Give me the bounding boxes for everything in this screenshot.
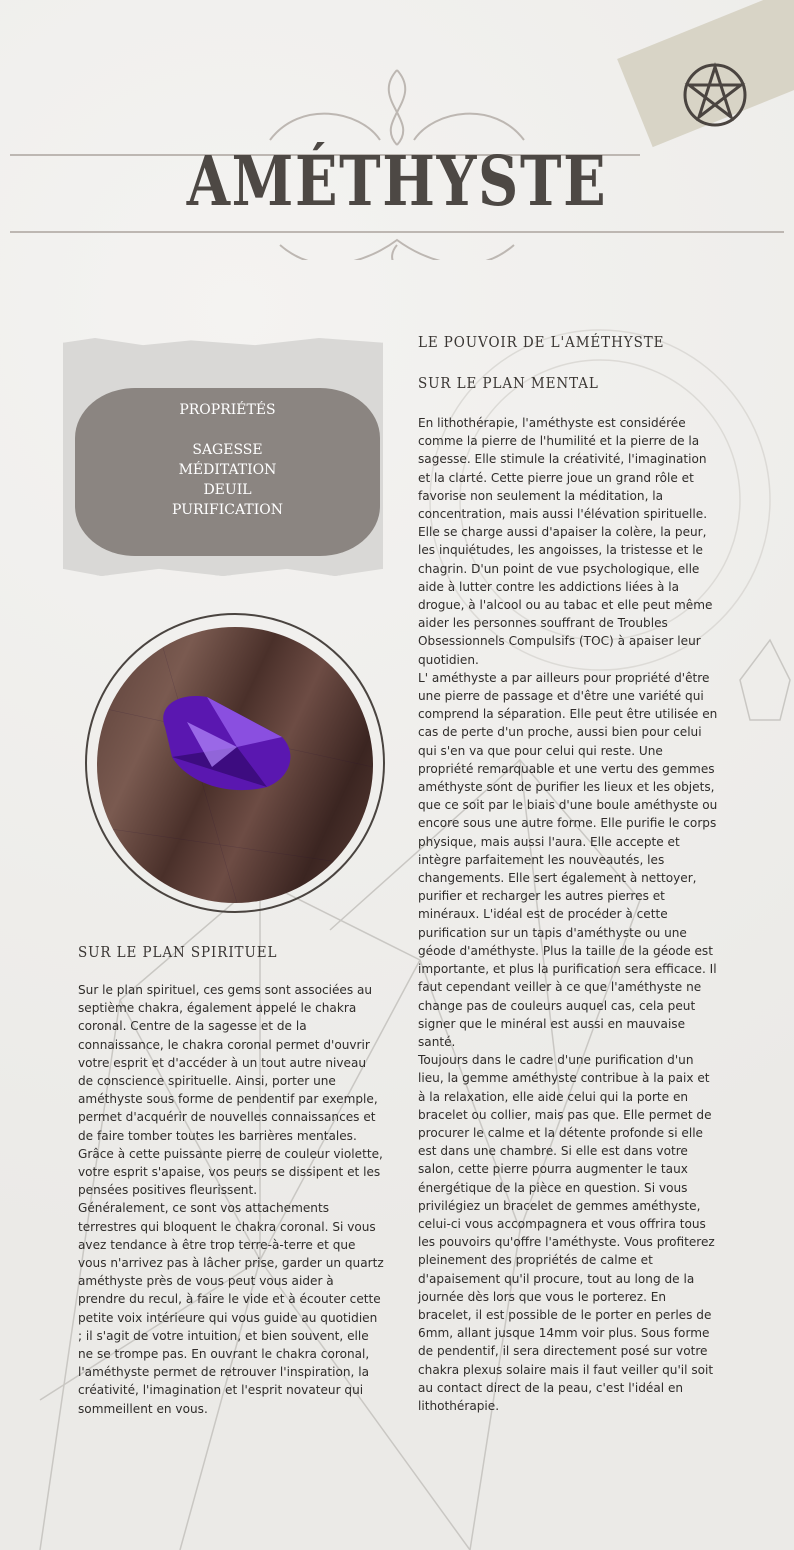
property-item: DEUIL: [203, 482, 252, 498]
gem-icon: [97, 627, 373, 903]
property-item: SAGESSE: [192, 442, 263, 458]
paragraph: Toujours dans le cadre d'une purification d'un lieu, la gemme améthyste contribue à la paix et à la relaxation, elle aide celui qui la porte en bracelet ou collier, mais pas que. Elle permet de procurer le calme et la détente profonde si elle est dans une chambre. Si elle est dans votre salon, cette pierre pourra augmenter le taux énergétique de la pièce en question. Si vous privilégiez un bracelet de gemmes améthyste, celui-ci vous accompagnera et vous offrira tous les pouvoirs qu'offre l'améthyste. Vous profiterez pleinement des propriétés de calme et d'apaisement qu'il procure, tout au long de la journée dès lors que vous le porterez. En bracelet, il est possible de le porter en perles de 6mm, allant jusque 14mm voir plus. Sous forme de pendentif, il sera directement posé sur votre chakra plexus solaire mais il faut veiller qu'il soit au contact direct de la peau, c'est l'idéal en lithothérapie.: [418, 1053, 715, 1413]
paragraph: L' améthyste a par ailleurs pour propriété d'être une pierre de passage et d'être une variété qui comprend la séparation. Elle peut être utilisée en cas de perte d'un proche, aussi bien pour celui qui s'en va que pour celui qui reste. Une propriété remarquable et une vertu des gemmes améthyste sont de purifier les lieux et les objets, que ce soit par le biais d'une boule améthyste ou encore sous une autre forme. Elle purifie le corps physique, mais aussi l'aura. Elle accepte et intègre parfaitement les nouveautés, les changements. Elle sert également à nettoyer, purifier et recharger les autres pierres et minéraux. L'idéal est de procéder à cette purification sur un tapis d'améthyste ou une géode d'améthyste. Plus la taille de la géode est importante, et plus la purification sera efficace. Il faut cependant veiller à ce que l'améthyste ne change pas de couleurs auquel cas, cela peut signer que le minéral est aussi en mauvaise santé.: [418, 670, 718, 1049]
spiritual-text: [78, 981, 384, 1418]
page-title: AMÉTHYSTE: [186, 142, 608, 222]
section-heading-spiritual: SUR LE PLAN SPIRITUEL: [78, 943, 278, 961]
properties-badge: [75, 388, 380, 556]
paragraph: Généralement, ce sont vos attachements terrestres qui bloquent le chakra coronal. Si vous avez tendance à être trop terre-à-terre et que vous n'arrivez pas à lâcher prise, garder un quartz améthyste près de vous peut vous aider à prendre du recul, à faire le vide et à écouter cette petite voix intérieure qui vous guide au quotidien ; il s'agit de votre intuition, et bien souvent, elle ne se trompe pas. En ouvrant le chakra coronal, l'améthyste permet de retrouver l'inspiration, la créativité, l'imagination et l'esprit novateur qui sommeillent en vous.: [78, 1201, 384, 1416]
section-heading-power: LE POUVOIR DE L'AMÉTHYSTE: [418, 333, 665, 351]
paragraph: En lithothérapie, l'améthyste est considérée comme la pierre de l'humilité et la pierre de la sagesse. Elle stimule la créativité, l'imagination et la clarté. Cette pierre joue un grand rôle et favorise non seulement la méditation, la concentration, mais aussi l'élévation spirituelle. Elle se charge aussi d'apaiser la colère, la peur, les inquiétudes, les angoisses, la tristesse et le chagrin. D'un point de vue psychologique, elle aide à lutter contre les addictions liées à la drogue, à l'alcool ou au tabac et elle peut même aider les personnes souffrant de Troubles Obsessionnels Compulsifs (TOC) à apaiser leur quotidien.: [418, 416, 713, 667]
amethyst-photo: [97, 627, 373, 903]
properties-title: PROPRIÉTÉS: [179, 402, 276, 418]
mental-text: [418, 414, 720, 1415]
paragraph: Sur le plan spirituel, ces gems sont associées au septième chakra, également appelé le chakra coronal. Centre de la sagesse et de la connaissance, le chakra coronal permet d'ouvrir votre esprit et d'accéder à un tout autre niveau de conscience spirituelle. Ainsi, porter une améthyste sous forme de pendentif par exemple, permet d'acquérir de nouvelles connaissances et de faire tomber toutes les barrières mentales. Grâce à cette puissante pierre de couleur violette, votre esprit s'apaise, vos peurs se dissipent et les pensées positives fleurissent.: [78, 983, 383, 1198]
property-item: MÉDITATION: [178, 462, 277, 478]
property-item: PURIFICATION: [172, 502, 283, 518]
section-heading-mental: SUR LE PLAN MENTAL: [418, 374, 599, 392]
